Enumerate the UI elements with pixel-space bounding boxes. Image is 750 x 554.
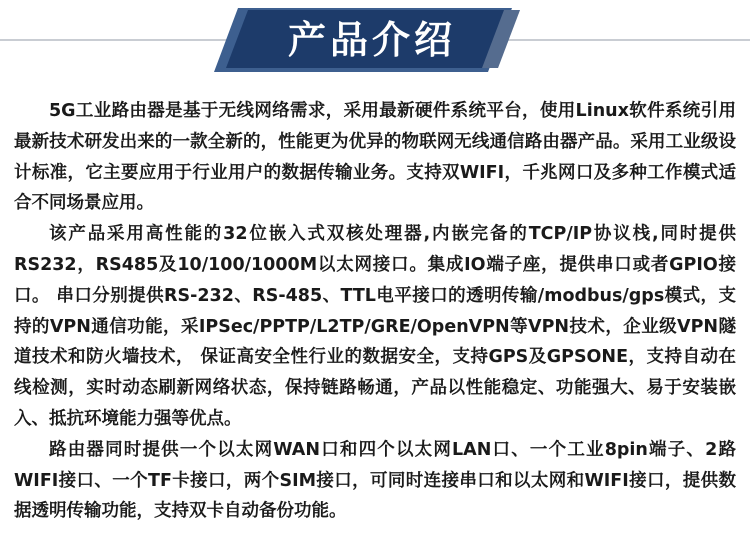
product-description	[14, 96, 736, 527]
interfaces-paragraph: 路由器同时提供一个以太网WAN口和四个以太网LAN口、一个工业8pin端子、2路WIFI接口、一个TF卡接口，两个SIM接口，可同时连接串口和以太网和WIFI接口，提供数据透明传输功能，支持双卡自动备份功能。	[14, 439, 736, 522]
section-header	[0, 0, 750, 80]
intro-paragraph: 5G工业路由器是基于无线网络需求，采用最新硬件系统平台，使用Linux软件系统引用最新技术研发出来的一款全新的，性能更为优异的物联网无线通信路由器产品。采用工业级设计标准，它主要应用于行业用户的数据传输业务。支持双WIFI，千兆网口及多种工作模式适合不同场景应用。	[14, 101, 736, 214]
features-paragraph: 该产品采用高性能的32位嵌入式双核处理器,内嵌完备的TCP/IP协议栈,同时提供RS232，RS485及10/100/1000M以太网接口。集成IO端子座，提供串口或者GPIO接口。 串口分别提供RS-232、RS-485、TTL电平接口的透明传输/modbus/gps模式，支持的VPN通信功能，采IPSec/PPTP/L2TP/GRE/OpenVPN等VPN技术，企业级VPN隧道技术和防火墙技术， 保证高安全性行业的数据安全，支持GPS及GPSONE，支持自动在线检测，实时动态刷新网络状态，保持链路畅通，产品以性能稳定、功能强大、易于安装嵌入、抵抗环境能力强等优点。	[14, 224, 736, 429]
page-title: 产品介绍	[287, 18, 456, 62]
